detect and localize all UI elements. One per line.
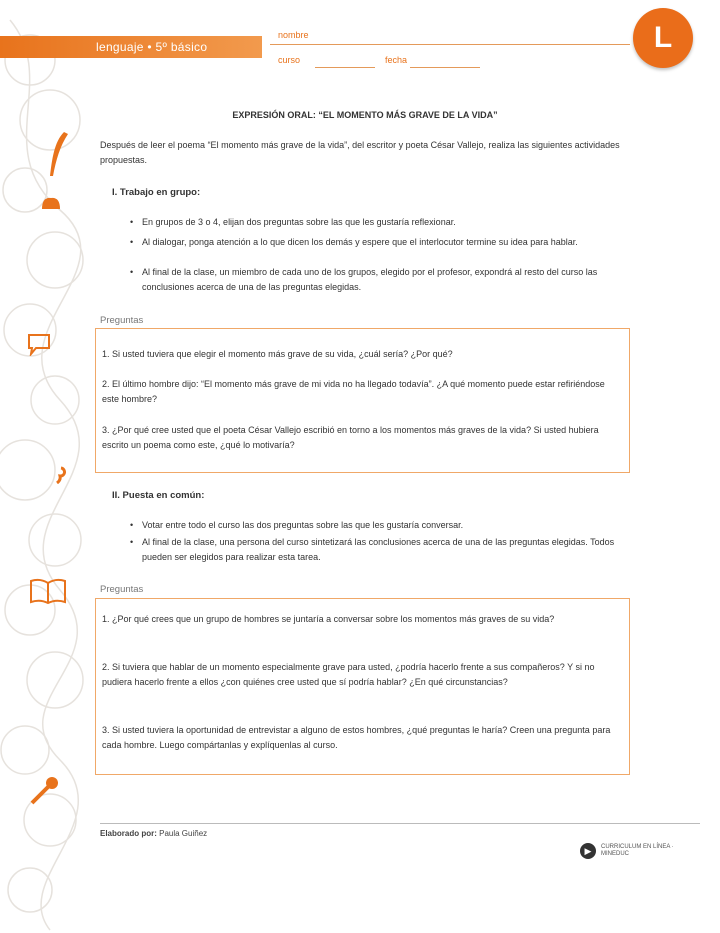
- play-icon: ▶: [580, 843, 596, 859]
- quill-icon: [44, 130, 70, 180]
- question-item: 3. Si usted tuviera la oportunidad de entrevistar a alguno de estos hombres, ¿qué preguntas le haría? Creen una pregunta para cada hombre. Luego compártanlas y explíquenlas al curso.: [102, 725, 611, 750]
- microphone-icon: [28, 775, 62, 805]
- question-item: 3. ¿Por qué cree usted que el poeta César Vallejo escribió en torno a los momentos más graves de la vida? Si usted hubiera escrito un poema como este, ¿qué lo motivaría?: [102, 425, 599, 450]
- curriculum-logo: [580, 843, 701, 859]
- name-field[interactable]: [270, 44, 630, 45]
- footer-divider: [100, 823, 700, 824]
- speech-bubble-icon: [26, 332, 52, 356]
- course-field[interactable]: [315, 67, 375, 68]
- logo-text: CURRICULUM EN LÍNEA · MINEDUC: [601, 844, 674, 857]
- document-title: EXPRESIÓN ORAL: “EL MOMENTO MÁS GRAVE DE LA VIDA”: [232, 110, 498, 120]
- date-field[interactable]: [410, 67, 480, 68]
- section-1-item: • En grupos de 3 o 4, elijan dos preguntas sobre las que les gustaría reflexionar.: [142, 215, 622, 230]
- author-name: Paula Guiñez: [159, 829, 208, 838]
- question-item: 1. Si usted tuviera que elegir el momento más grave de su vida, ¿cuál sería? ¿Por qué?: [102, 349, 453, 359]
- section-1-title: I. Trabajo en grupo:: [112, 187, 201, 198]
- name-label: nombre: [278, 30, 309, 40]
- section-2-title: II. Puesta en común:: [112, 490, 205, 501]
- questions-2-label: Preguntas: [100, 584, 144, 595]
- intro-paragraph: Después de leer el poema “El momento más grave de la vida”, del escritor y poeta César Vallejo, realiza las siguientes actividades propuestas.: [100, 140, 620, 165]
- section-2-item: • Votar entre todo el curso las dos preguntas sobre las que les gustaría conversar.: [142, 518, 622, 533]
- subject-label: lenguaje • 5º básico: [96, 40, 208, 54]
- comma-icon: [54, 466, 68, 484]
- open-book-icon: [28, 576, 68, 606]
- course-label: curso: [278, 55, 301, 65]
- subject-badge: L: [633, 8, 693, 68]
- question-item: 1. ¿Por qué crees que un grupo de hombres se juntaría a conversar sobre los momentos más graves de su vida?: [102, 614, 555, 624]
- questions-1-label: Preguntas: [100, 315, 144, 326]
- question-item: 2. Si tuviera que hablar de un momento especialmente grave para usted, ¿podría hacerlo frente a sus compañeros? Y si no pudiera hacerlo frente a ellos ¿con quiénes cree usted que sí podría hablar? ¿En qué circunstancias?: [102, 662, 595, 687]
- prepared-by-label: Elaborado por:: [100, 829, 157, 838]
- footer-credit: [100, 829, 207, 838]
- section-1-item: • Al dialogar, ponga atención a lo que dicen los demás y espere que el interlocutor termine su idea para hablar.: [142, 235, 622, 250]
- question-item: 2. El último hombre dijo: “El momento más grave de mi vida no ha llegado todavía”. ¿A qué momento puede estar refiriéndose este hombre?: [102, 379, 605, 404]
- section-1-item: • Al final de la clase, un miembro de cada uno de los grupos, elegido por el profesor, expondrá al resto del curso las conclusiones acerca de una de las preguntas elegidas.: [142, 265, 622, 295]
- date-label: fecha: [385, 55, 408, 65]
- ink-blot-icon: [40, 195, 62, 211]
- section-2-item: • Al final de la clase, una persona del curso sintetizará las conclusiones acerca de una de las preguntas elegidas. Todos pueden ser elegidos para realizar esta tarea.: [142, 535, 622, 565]
